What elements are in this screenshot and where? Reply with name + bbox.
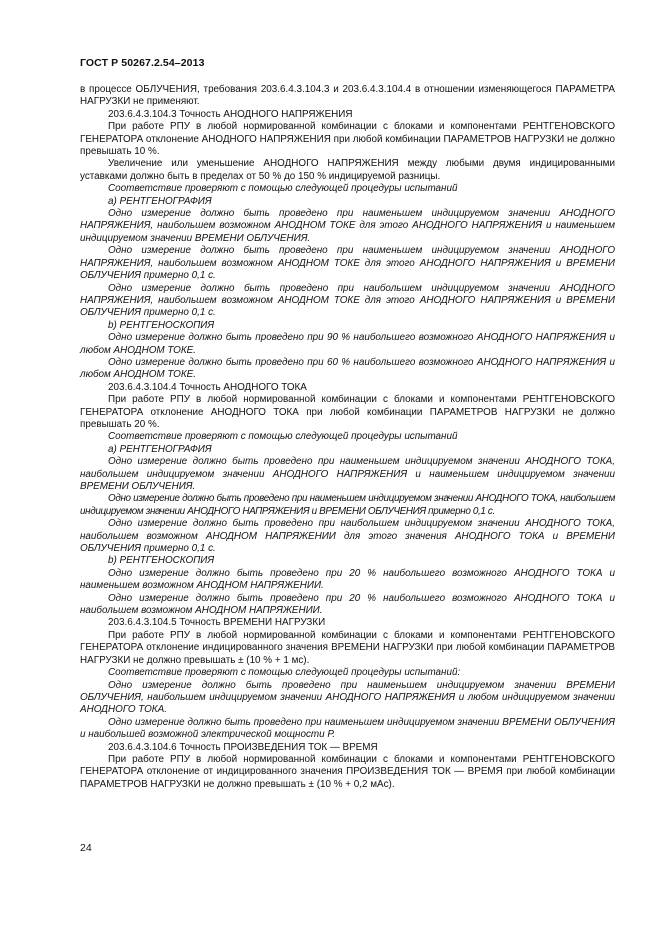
paragraph: При работе РПУ в любой нормированной комбинации с блоками и компонентами РЕНТГЕНОВСКОГО ГЕНЕРАТОРА отклонение АНОДНОГО ТОКА при любой комбинации ПАРАМЕТРОВ НАГРУЗКИ не должно превышать 20 %. (80, 394, 615, 430)
test-measurement: Одно измерение должно быть проведено при наименьшем индицируемом значении АНОДНОГО ТОКА, наибольшем индицируемом значении АНОДНОГО НАПРЯЖЕНИЯ и ВРЕМЕНИ ОБЛУЧЕНИЯ примерно 0,1 с. (80, 493, 615, 517)
list-item-label: a) РЕНТГЕНОГРАФИЯ (108, 443, 212, 455)
list-item-label: b) РЕНТГЕНОСКОПИЯ (108, 319, 215, 331)
paragraph: в процессе ОБЛУЧЕНИЯ, требования 203.6.4.3.104.3 и 203.6.4.3.104.4 в отношении изменяющегося ПАРАМЕТРА НАГРУЗКИ не применяют. (80, 84, 615, 108)
test-measurement: Одно измерение должно быть проведено при наименьшем индицируемом значении АНОДНОГО НАПРЯЖЕНИЯ, наибольшем возможном АНОДНОМ ТОКЕ для этого АНОДНОГО НАПРЯЖЕНИЯ и наименьшем индицируемом значении ВРЕМЕНИ ОБЛУЧЕНИЯ. (80, 208, 615, 244)
paragraph: При работе РПУ в любой нормированной комбинации с блоками и компонентами РЕНТГЕНОВСКОГО ГЕНЕРАТОРА отклонение индицированного значения ВРЕМЕНИ НАГРУЗКИ при любой комбинации ПАРАМЕТРОВ НАГРУЗКИ не должно превышать ± (10 % + 1 мс). (80, 629, 615, 666)
test-measurement: Одно измерение должно быть проведено при наибольшем индицируемом значении АНОДНОГО НАПРЯЖЕНИЯ, наибольшем возможном АНОДНОМ ТОКЕ для этого АНОДНОГО НАПРЯЖЕНИЯ и ВРЕМЕНИ ОБЛУЧЕНИЯ примерно 0,1 с. (80, 282, 615, 319)
test-measurement: Одно измерение должно быть проведено при наибольшем индицируемом значении АНОДНОГО ТОКА, наибольшем возможном АНОДНОМ НАПРЯЖЕНИИ для этого значения АНОДНОГО ТОКА и ВРЕМЕНИ ОБЛУЧЕНИЯ примерно 0,1 с. (80, 518, 615, 555)
section-heading: 203.6.4.3.104.6 Точность ПРОИЗВЕДЕНИЯ ТОК — ВРЕМЯ (108, 741, 378, 753)
document-body (80, 84, 615, 791)
test-measurement: Одно измерение должно быть проведено при 20 % наибольшего возможного АНОДНОГО ТОКА и наименьшем возможном АНОДНОМ НАПРЯЖЕНИИ. (80, 567, 615, 592)
standard-header: ГОСТ Р 50267.2.54–2013 (80, 57, 205, 69)
list-item-label: b) РЕНТГЕНОСКОПИЯ (108, 555, 215, 567)
test-measurement: Одно измерение должно быть проведено при 20 % наибольшего возможного АНОДНОГО ТОКА и наибольшем возможном АНОДНОМ НАПРЯЖЕНИИ. (80, 592, 615, 617)
section-heading: 203.6.4.3.104.4 Точность АНОДНОГО ТОКА (108, 381, 307, 393)
section-heading: 203.6.4.3.104.3 Точность АНОДНОГО НАПРЯЖЕНИЯ (108, 108, 353, 120)
section-heading: 203.6.4.3.104.5 Точность ВРЕМЕНИ НАГРУЗКИ (108, 617, 326, 629)
test-procedure-intro: Соответствие проверяют с помощью следующей процедуры испытаний (108, 431, 458, 443)
list-item-label: a) РЕНТГЕНОГРАФИЯ (108, 195, 212, 207)
test-measurement: Одно измерение должно быть проведено при 90 % наибольшего возможного АНОДНОГО НАПРЯЖЕНИЯ и любом АНОДНОМ ТОКЕ. (80, 332, 615, 356)
test-procedure-intro: Соответствие проверяют с помощью следующей процедуры испытаний: (108, 667, 461, 679)
page-number: 24 (80, 842, 92, 854)
test-measurement: Одно измерение должно быть проведено при 60 % наибольшего возможного АНОДНОГО НАПРЯЖЕНИЯ и любом АНОДНОМ ТОКЕ. (80, 356, 615, 381)
test-measurement: Одно измерение должно быть проведено при наименьшем индицируемом значении ВРЕМЕНИ ОБЛУЧЕНИЯ, наибольшем индицируемом значении АНОДНОГО НАПРЯЖЕНИЯ и любом индицируемом значении АНОДНОГО ТОКА. (80, 679, 615, 716)
test-procedure-intro: Соответствие проверяют с помощью следующей процедуры испытаний (108, 183, 458, 195)
test-measurement: Одно измерение должно быть проведено при наименьшем индицируемом значении АНОДНОГО ТОКА, наибольшем индицируемом значении АНОДНОГО НАПРЯЖЕНИЯ и наименьшем индицируемом значении ВРЕМЕНИ ОБЛУЧЕНИЯ. (80, 456, 615, 492)
test-measurement: Одно измерение должно быть проведено при наименьшем индицируемом значении ВРЕМЕНИ ОБЛУЧЕНИЯ и наибольшей возможной электрической мощности Р. (80, 716, 615, 741)
paragraph: Увеличение или уменьшение АНОДНОГО НАПРЯЖЕНИЯ между любыми двумя индицированными уставками должно быть в пределах от 50 % до 150 % индицируемой разницы. (80, 158, 615, 182)
paragraph: При работе РПУ в любой нормированной комбинации с блоками и компонентами РЕНТГЕНОВСКОГО ГЕНЕРАТОРА отклонение АНОДНОГО НАПРЯЖЕНИЯ при любой комбинации ПАРАМЕТРОВ НАГРУЗКИ не должно превышать 10 %. (80, 121, 615, 158)
paragraph: При работе РПУ в любой нормированной комбинации с блоками и компонентами РЕНТГЕНОВСКОГО ГЕНЕРАТОРА отклонение от индицированного значения ПРОИЗВЕДЕНИЯ ТОК — ВРЕМЯ при любой комбинации ПАРАМЕТРОВ НАГРУЗКИ не должно превышать ± (10 % + 0,2 мАс). (80, 753, 615, 790)
test-measurement: Одно измерение должно быть проведено при наименьшем индицируемом значении АНОДНОГО НАПРЯЖЕНИЯ, наибольшем возможном АНОДНОМ ТОКЕ для этого АНОДНОГО НАПРЯЖЕНИЯ и ВРЕМЕНИ ОБЛУЧЕНИЯ примерно 0,1 с. (80, 245, 615, 282)
